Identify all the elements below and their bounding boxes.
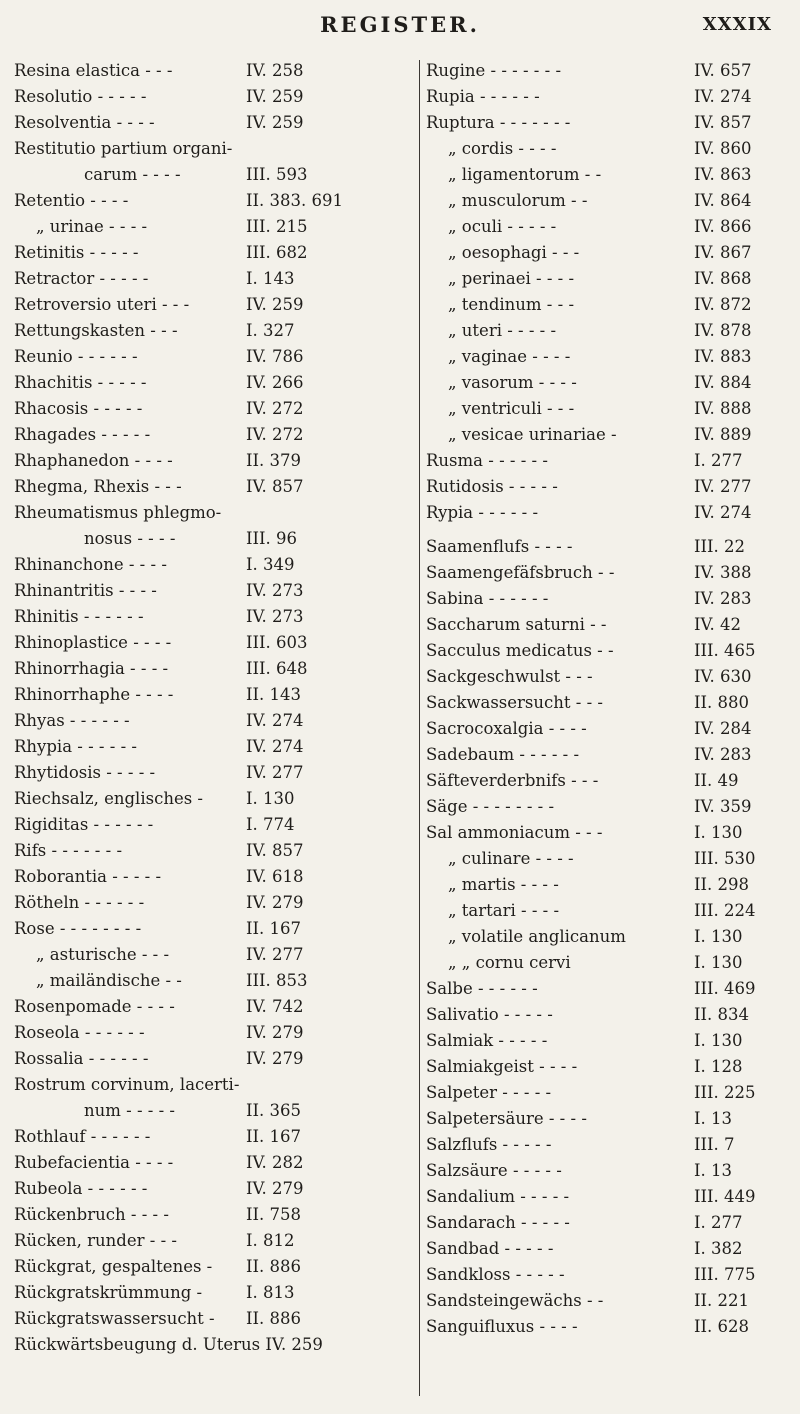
index-entry-row: [14, 162, 400, 188]
page-reference: II. 298: [694, 875, 750, 894]
index-term: Rhinitis - - - - - -: [14, 607, 144, 626]
index-entry-row: [426, 820, 796, 846]
index-entry-row: [426, 586, 796, 612]
index-term: Saamenflufs - - - -: [426, 537, 573, 556]
index-term: Rhyas - - - - - -: [14, 711, 130, 730]
page-reference: IV. 273: [246, 607, 304, 626]
page-reference: IV. 857: [694, 113, 752, 132]
index-term: Roseola - - - - - -: [14, 1023, 145, 1042]
index-entry-row: [14, 604, 400, 630]
index-entry-row: [426, 448, 796, 474]
index-term: Sacrocoxalgia - - - -: [426, 719, 587, 738]
index-term: „ ventriculi - - -: [448, 399, 575, 418]
index-term: Rheumatismus phlegmo-: [14, 503, 222, 522]
index-term: Salpeter - - - - -: [426, 1083, 552, 1102]
index-entry-row: [14, 708, 400, 734]
page-reference: I. 277: [694, 1213, 743, 1232]
index-term: Salmiak - - - - -: [426, 1031, 548, 1050]
index-term: Sandarach - - - - -: [426, 1213, 570, 1232]
index-entry-row: [14, 110, 400, 136]
index-entry-row: [426, 136, 796, 162]
page-reference: IV. 888: [694, 399, 752, 418]
index-term: Rhytidosis - - - - -: [14, 763, 156, 782]
index-term: Retractor - - - - -: [14, 269, 149, 288]
index-term: Salzflufs - - - - -: [426, 1135, 552, 1154]
page-reference: III. 593: [246, 165, 308, 184]
index-entry-row: [14, 370, 400, 396]
page-reference: IV. 878: [694, 321, 752, 340]
index-entry-row: [14, 656, 400, 682]
index-entry-row: [426, 716, 796, 742]
page-reference: IV. 388: [694, 563, 752, 582]
index-entry-row: [426, 396, 796, 422]
index-entry-row: [426, 1184, 796, 1210]
index-entry-row: [426, 84, 796, 110]
index-entry-row: [426, 1054, 796, 1080]
index-term: Rücken, runder - - -: [14, 1231, 177, 1250]
index-entry-row: [426, 1106, 796, 1132]
index-entry-row: [426, 1236, 796, 1262]
index-entry-row: [14, 1306, 400, 1332]
page-reference: IV. 884: [694, 373, 752, 392]
page-reference: I. 277: [694, 451, 743, 470]
index-entry-row: [14, 1072, 400, 1098]
page-reference: IV. 618: [246, 867, 304, 886]
page-reference: III. 224: [694, 901, 756, 920]
index-entry-row: [426, 1314, 796, 1340]
index-entry-row: [14, 526, 400, 552]
index-term: Sandalium - - - - -: [426, 1187, 570, 1206]
index-term: Rifs - - - - - - -: [14, 841, 123, 860]
index-term: Sal ammoniacum - - -: [426, 823, 603, 842]
index-term: Rothlauf - - - - - -: [14, 1127, 151, 1146]
index-entry-row: [426, 846, 796, 872]
index-term: „ vasorum - - - -: [448, 373, 577, 392]
index-entry-row: [426, 1158, 796, 1184]
page-reference: IV. 283: [694, 589, 752, 608]
index-term: Sandkloss - - - - -: [426, 1265, 565, 1284]
index-entry-row: [14, 1202, 400, 1228]
page-reference: III. 96: [246, 529, 298, 548]
index-term: Restitutio partium organi-: [14, 139, 233, 158]
index-term: Resolutio - - - - -: [14, 87, 147, 106]
index-entry-row: [426, 1210, 796, 1236]
page-reference: III. 648: [246, 659, 308, 678]
index-entry-row: [14, 266, 400, 292]
index-term: Rhacosis - - - - -: [14, 399, 143, 418]
index-entry-row: [14, 994, 400, 1020]
page-reference: II. 628: [694, 1317, 750, 1336]
page-reference: IV. 359: [694, 797, 752, 816]
index-term: Rupia - - - - - -: [426, 87, 540, 106]
page-reference: IV. 277: [694, 477, 752, 496]
page-reference: II. 834: [694, 1005, 750, 1024]
index-term: Salbe - - - - - -: [426, 979, 538, 998]
index-entry-row: [14, 84, 400, 110]
page-reference: I. 327: [246, 321, 295, 340]
index-entry-row: [14, 630, 400, 656]
index-entry-row: [426, 664, 796, 690]
index-term: Rhachitis - - - - -: [14, 373, 147, 392]
index-entry-row: [426, 560, 796, 586]
page-reference: IV. 42: [694, 615, 742, 634]
index-term: „ oculi - - - - -: [448, 217, 557, 236]
index-entry-row: [14, 1176, 400, 1202]
index-entry-row: [14, 500, 400, 526]
index-entry-row: [14, 240, 400, 266]
page-reference: III. 530: [694, 849, 756, 868]
index-entry-row: [426, 344, 796, 370]
index-entry-row: [426, 422, 796, 448]
page-reference: IV. 864: [694, 191, 752, 210]
index-term: Rypia - - - - - -: [426, 503, 539, 522]
index-entry-row: [14, 812, 400, 838]
page-reference: I. 130: [694, 927, 743, 946]
page-reference: IV. 857: [246, 841, 304, 860]
index-entry-row: [14, 1228, 400, 1254]
index-term: „ vesicae urinariae -: [448, 425, 617, 444]
index-term: Rusma - - - - - -: [426, 451, 548, 470]
index-entry-row: [14, 1150, 400, 1176]
index-entry-row: [426, 976, 796, 1002]
index-entry-row: [14, 448, 400, 474]
page-header: [0, 6, 800, 46]
index-entry-row: [426, 188, 796, 214]
index-entry-row: [426, 1132, 796, 1158]
page-reference: I. 812: [246, 1231, 295, 1250]
index-term: Saccharum saturni - -: [426, 615, 607, 634]
index-entry-row: [426, 612, 796, 638]
index-term: Rugine - - - - - - -: [426, 61, 562, 80]
index-term: Sacculus medicatus - -: [426, 641, 614, 660]
index-term: Rutidosis - - - - -: [426, 477, 558, 496]
index-entry-row: [426, 924, 796, 950]
page-reference: III. 603: [246, 633, 308, 652]
page-reference: I. 13: [694, 1161, 733, 1180]
index-term: Rötheln - - - - - -: [14, 893, 145, 912]
index-term: Rossalia - - - - - -: [14, 1049, 149, 1068]
index-term: Rhinanchone - - - -: [14, 555, 167, 574]
index-entry-row: [14, 838, 400, 864]
index-entry-row: [14, 864, 400, 890]
index-term: Rhypia - - - - - -: [14, 737, 137, 756]
index-entry-row: [14, 890, 400, 916]
index-entry-row: [14, 214, 400, 240]
page-reference: II. 167: [246, 1127, 302, 1146]
index-term: Rhinoplastice - - - -: [14, 633, 172, 652]
page-reference: IV. 274: [694, 503, 752, 522]
page-reference: III. 853: [246, 971, 308, 990]
index-entry-row: [426, 1002, 796, 1028]
page-reference: III. 775: [694, 1265, 756, 1284]
page-reference: IV. 279: [246, 1179, 304, 1198]
index-entry-row: [426, 240, 796, 266]
index-term: Rückgrat, gespaltenes -: [14, 1257, 213, 1276]
index-entry-row: [426, 1288, 796, 1314]
column-divider: [419, 60, 420, 1396]
page-reference: IV. 272: [246, 425, 304, 444]
index-entry-row: [14, 1124, 400, 1150]
page-reference: II. 886: [246, 1309, 302, 1328]
page-reference: IV. 872: [694, 295, 752, 314]
index-term: „ perinaei - - - -: [448, 269, 575, 288]
page-reference: III. 7: [694, 1135, 735, 1154]
page-reference: IV. 860: [694, 139, 752, 158]
page-reference: II. 49: [694, 771, 739, 790]
index-term: Rosenpomade - - - -: [14, 997, 175, 1016]
index-term: num - - - - -: [84, 1101, 175, 1120]
index-term: „ ligamentorum - -: [448, 165, 602, 184]
page-reference: I. 128: [694, 1057, 743, 1076]
index-entry-row: [14, 942, 400, 968]
page-reference: IV. 868: [694, 269, 752, 288]
index-term: Rhagades - - - - -: [14, 425, 151, 444]
page-reference: IV. 889: [694, 425, 752, 444]
page-reference: II. 143: [246, 685, 302, 704]
page-reference: IV. 274: [246, 711, 304, 730]
index-entry-row: [426, 292, 796, 318]
page-reference: IV. 883: [694, 347, 752, 366]
page-reference: IV. 283: [694, 745, 752, 764]
page-reference: IV. 274: [246, 737, 304, 756]
page-reference: I. 130: [694, 823, 743, 842]
page-reference: IV. 863: [694, 165, 752, 184]
index-term: Sackgeschwulst - - -: [426, 667, 593, 686]
index-entry-row: [426, 872, 796, 898]
index-entry-row: [426, 1262, 796, 1288]
page-reference: I. 774: [246, 815, 295, 834]
index-term: „ tartari - - - -: [448, 901, 560, 920]
page-reference: IV. 279: [246, 1049, 304, 1068]
index-term: Saamengefäfsbruch - -: [426, 563, 615, 582]
index-term: Rückenbruch - - - -: [14, 1205, 169, 1224]
page-reference: II. 221: [694, 1291, 750, 1310]
index-entry-row: [426, 690, 796, 716]
index-entry-row: [426, 474, 796, 500]
page-reference: II. 880: [694, 693, 750, 712]
page-reference: IV. 867: [694, 243, 752, 262]
index-term: Sabina - - - - - -: [426, 589, 549, 608]
index-term: „ „ cornu cervi: [448, 953, 571, 972]
index-term: carum - - - -: [84, 165, 181, 184]
page-reference: III. 215: [246, 217, 308, 236]
index-term: Retroversio uteri - - -: [14, 295, 190, 314]
page-reference: I. 813: [246, 1283, 295, 1302]
page-reference: III. 22: [694, 537, 746, 556]
index-term: Reunio - - - - - -: [14, 347, 138, 366]
index-term: Sackwassersucht - - -: [426, 693, 603, 712]
index-entry-row: [426, 370, 796, 396]
index-entry-row: [14, 188, 400, 214]
page-reference: II. 758: [246, 1205, 302, 1224]
page-reference: IV. 259: [246, 295, 304, 314]
index-term: Säfteverderbnifs - - -: [426, 771, 599, 790]
index-entry-row: [14, 344, 400, 370]
page-reference: IV. 284: [694, 719, 752, 738]
index-term: Rhinorrhagia - - - -: [14, 659, 169, 678]
index-term: „ tendinum - - -: [448, 295, 575, 314]
index-entry-row: [14, 1254, 400, 1280]
index-term: Rückwärtsbeugung d. Uterus IV. 259: [14, 1335, 323, 1354]
index-entry-row: [14, 734, 400, 760]
index-entry-row: [426, 898, 796, 924]
index-entry-row: [426, 266, 796, 292]
index-entry-row: [426, 162, 796, 188]
page-reference: IV. 742: [246, 997, 304, 1016]
page-reference: III. 465: [694, 641, 756, 660]
index-term: Rhinorrhaphe - - - -: [14, 685, 174, 704]
index-entry-row: [14, 578, 400, 604]
index-entry-row: [14, 136, 400, 162]
index-entry-row: [426, 110, 796, 136]
page-reference: IV. 279: [246, 893, 304, 912]
index-term: „ oesophagi - - -: [448, 243, 580, 262]
page-reference: IV. 258: [246, 61, 304, 80]
page-reference: I. 349: [246, 555, 295, 574]
index-entry-row: [14, 474, 400, 500]
page-reference: IV. 273: [246, 581, 304, 600]
index-term: Rückgratskrümmung -: [14, 1283, 203, 1302]
page-reference: II. 379: [246, 451, 302, 470]
index-entry-row: [14, 1046, 400, 1072]
page-reference: IV. 630: [694, 667, 752, 686]
index-entry-row: [14, 786, 400, 812]
page-reference: IV. 259: [246, 87, 304, 106]
index-term: „ vaginae - - - -: [448, 347, 571, 366]
page-reference: II. 886: [246, 1257, 302, 1276]
index-entry-row: [426, 1028, 796, 1054]
index-entry-row: [426, 534, 796, 560]
index-term: Ruptura - - - - - - -: [426, 113, 571, 132]
index-term: Säge - - - - - - - -: [426, 797, 555, 816]
index-term: Retentio - - - -: [14, 191, 129, 210]
index-term: Rigiditas - - - - - -: [14, 815, 154, 834]
index-entry-row: [426, 1080, 796, 1106]
index-term: „ martis - - - -: [448, 875, 559, 894]
index-entry-row: [426, 58, 796, 84]
page-reference: IV. 866: [694, 217, 752, 236]
index-term: Sandbad - - - - -: [426, 1239, 554, 1258]
index-term: Sanguifluxus - - - -: [426, 1317, 578, 1336]
index-term: Rubefacientia - - - -: [14, 1153, 174, 1172]
page-title: REGISTER.: [320, 12, 480, 37]
page-reference: I. 130: [694, 1031, 743, 1050]
index-term: Roborantia - - - - -: [14, 867, 162, 886]
index-entry-row: [14, 292, 400, 318]
page-reference: IV. 786: [246, 347, 304, 366]
page-reference: IV. 266: [246, 373, 304, 392]
index-entry-row: [14, 968, 400, 994]
page-reference: II. 383. 691: [246, 191, 344, 210]
page-reference: IV. 857: [246, 477, 304, 496]
page-reference: III. 449: [694, 1187, 756, 1206]
index-entry-row: [14, 1332, 400, 1358]
page-reference: III. 682: [246, 243, 308, 262]
index-entry-row: [14, 58, 400, 84]
page-reference: I. 382: [694, 1239, 743, 1258]
index-term: Rückgratswassersucht -: [14, 1309, 215, 1328]
index-term: Sadebaum - - - - - -: [426, 745, 580, 764]
page-reference: IV. 277: [246, 945, 304, 964]
index-term: Salpetersäure - - - -: [426, 1109, 587, 1128]
index-term: Rostrum corvinum, lacerti-: [14, 1075, 240, 1094]
index-term: „ volatile anglicanum: [448, 927, 626, 946]
index-term: „ urinae - - - -: [36, 217, 148, 236]
page-reference: IV. 272: [246, 399, 304, 418]
index-term: Retinitis - - - - -: [14, 243, 139, 262]
left-index-column: [14, 58, 400, 1358]
index-entry-row: [426, 638, 796, 664]
index-term: Resina elastica - - -: [14, 61, 173, 80]
index-term: Resolventia - - - -: [14, 113, 155, 132]
index-entry-row: [426, 794, 796, 820]
index-term: Salmiakgeist - - - -: [426, 1057, 578, 1076]
index-term: Rhinantritis - - - -: [14, 581, 157, 600]
index-term: „ asturische - - -: [36, 945, 170, 964]
page-reference: IV. 259: [246, 113, 304, 132]
index-term: Salivatio - - - - -: [426, 1005, 553, 1024]
page-reference: I. 143: [246, 269, 295, 288]
index-entry-row: [14, 422, 400, 448]
index-term: Rhaphanedon - - - -: [14, 451, 173, 470]
index-term: „ uteri - - - - -: [448, 321, 557, 340]
right-index-column: [426, 58, 796, 1340]
page-reference: IV. 274: [694, 87, 752, 106]
index-entry-row: [14, 916, 400, 942]
page-reference: II. 365: [246, 1101, 302, 1120]
index-term: „ musculorum - -: [448, 191, 588, 210]
page-reference: IV. 279: [246, 1023, 304, 1042]
index-term: „ culinare - - - -: [448, 849, 574, 868]
page-number: XXXIX: [702, 14, 772, 35]
index-entry-row: [14, 552, 400, 578]
page-reference: IV. 657: [694, 61, 752, 80]
index-term: Riechsalz, englisches -: [14, 789, 203, 808]
index-entry-row: [426, 742, 796, 768]
index-entry-row: [14, 760, 400, 786]
index-term: nosus - - - -: [84, 529, 176, 548]
index-term: Rhegma, Rhexis - - -: [14, 477, 182, 496]
page-reference: IV. 277: [246, 763, 304, 782]
index-term: Salzsäure - - - - -: [426, 1161, 562, 1180]
page-reference: II. 167: [246, 919, 302, 938]
index-entry-row: [426, 318, 796, 344]
index-term: „ cordis - - - -: [448, 139, 557, 158]
index-entry-row: [14, 682, 400, 708]
index-entry-row: [14, 396, 400, 422]
page-reference: IV. 282: [246, 1153, 304, 1172]
index-entry-row: [426, 768, 796, 794]
index-entry-row: [14, 1020, 400, 1046]
index-term: „ mailändische - -: [36, 971, 182, 990]
page-reference: III. 469: [694, 979, 756, 998]
index-entry-row: [426, 950, 796, 976]
index-entry-row: [14, 1280, 400, 1306]
page-reference: III. 225: [694, 1083, 756, 1102]
index-entry-row: [426, 500, 796, 526]
index-term: Rose - - - - - - - -: [14, 919, 142, 938]
page-reference: I. 130: [246, 789, 295, 808]
index-entry-row: [426, 214, 796, 240]
page-reference: I. 13: [694, 1109, 733, 1128]
page-reference: I. 130: [694, 953, 743, 972]
index-term: Rubeola - - - - - -: [14, 1179, 148, 1198]
index-entry-row: [14, 318, 400, 344]
index-entry-row: [14, 1098, 400, 1124]
index-term: Sandsteingewächs - -: [426, 1291, 604, 1310]
index-term: Rettungskasten - - -: [14, 321, 178, 340]
